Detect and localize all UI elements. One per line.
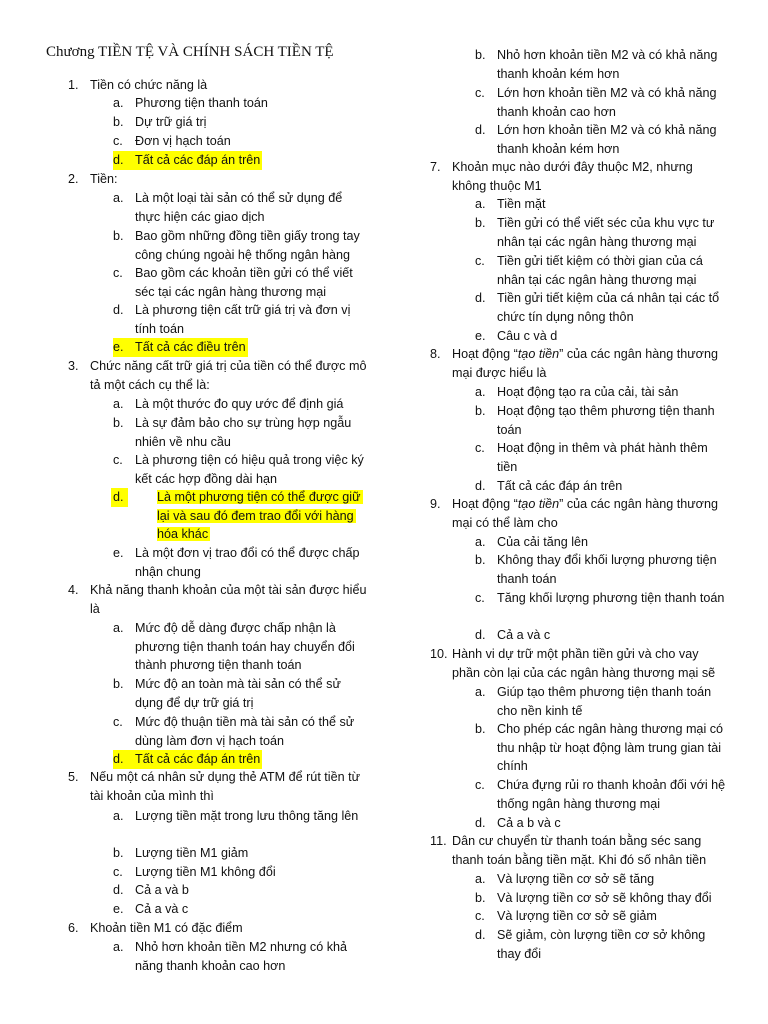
option-text: Tăng khối lượng phương tiện thanh toán [497,591,725,605]
option-text: Của cải tăng lên [497,535,589,549]
option-text: Đơn vị hạch toán [135,134,231,148]
option-text: Tiền mặt [497,197,546,211]
option-label: a. [475,535,486,549]
question-number: 9. [430,497,441,511]
option-text: Phương tiện thanh toán [135,96,268,110]
question-8 [430,345,730,382]
option-2a [113,189,368,226]
option-4a [113,619,368,675]
option-text: Là một thước đo quy ước để định giá [135,397,344,411]
question-number: 6. [68,921,79,935]
option-9c [475,589,730,608]
option-2d [113,301,368,338]
option-label: c. [475,441,485,455]
option-label: a. [113,809,124,823]
question-number: 11. [430,834,447,848]
option-label: c. [475,591,485,605]
question-number: 8. [430,347,441,361]
option-7c [475,252,730,289]
question-text: Dân cư chuyển từ thanh toán bằng séc sang thanh toán bằng tiền mặt. Khi đó số nhân tiền [452,834,707,867]
question-1 [68,76,368,95]
option-7d [475,289,730,326]
question-text: Nếu một cá nhân sử dụng thẻ ATM để rút tiền từ tài khoản của mình thì [90,770,361,803]
option-label: d. [475,628,486,642]
option-label: c. [475,778,485,792]
option-text: Nhỏ hơn khoản tiền M2 nhưng có khả năng thanh khoản cao hơn [135,940,348,973]
question-2 [68,170,368,189]
option-text: Và lượng tiền cơ sở sẽ không thay đổi [497,891,712,905]
option-text: Tất cả các đáp án trên [497,479,623,493]
option-label: b. [475,404,486,418]
question-number: 10. [430,647,448,661]
option-7b [475,214,730,251]
question-text: Hành vi dự trữ một phần tiền gửi và cho vay phần còn lại của các ngân hàng thương mại sẽ [452,647,716,680]
option-text: Là một đơn vị trao đổi có thể được chấp nhận chung [135,546,360,579]
option-6d [475,121,730,158]
option-label: b. [113,416,124,430]
option-label: d. [475,479,486,493]
option-text: Chứa đựng rủi ro thanh khoản đối với hệ thống ngân hàng thương mại [497,778,726,811]
option-text: Và lượng tiền cơ sở sẽ giảm [497,909,657,923]
option-6c [475,84,730,121]
option-text: Sẽ giảm, còn lượng tiền cơ sở không thay đổi [497,928,706,961]
option-text: Hoạt động in thêm và phát hành thêm tiền [497,441,708,474]
option-text: Hoạt động tạo ra của cải, tài sản [497,385,679,399]
option-label: b. [113,846,124,860]
option-text: Nhỏ hơn khoản tiền M2 và có khả năng thanh khoản kém hơn [497,48,718,81]
option-text: Giúp tạo thêm phương tiện thanh toán cho nền kinh tế [497,685,712,718]
option-text: Là phương tiện cất trữ giá trị và đơn vị tính toán [135,303,351,336]
option-7a [475,195,730,214]
option-text: Mức độ dễ dàng được chấp nhận là phương tiện thanh toán hay chuyển đổi thành phương tiện thanh toán [135,621,355,673]
question-number: 2. [68,172,79,186]
option-label: a. [113,397,124,411]
option-label: b. [113,677,124,691]
question-number: 1. [68,78,79,92]
option-6a [113,938,368,975]
option-label: a. [113,191,124,205]
highlighted-answer [113,750,262,769]
question-number: 4. [68,583,79,597]
option-text: Câu c và d [497,329,558,343]
question-text: Khoản mục nào dưới đây thuộc M2, nhưng không thuộc M1 [452,160,693,193]
option-10d [475,814,730,833]
option-8a [475,383,730,402]
question-7 [430,158,730,195]
option-label: b. [113,115,124,129]
option-label: a. [475,685,486,699]
option-text: Cho phép các ngân hàng thương mại có thu nhập từ hoạt động làm trung gian tài chính [497,722,724,774]
option-text: Hoạt động tạo thêm phương tiện thanh toán [497,404,715,437]
option-label: b. [475,891,486,905]
option-text: Mức độ thuận tiền mà tài sản có thể sử dùng làm đơn vị hạch toán [135,715,355,748]
question-9 [430,495,730,532]
option-text: Tiền gửi có thể viết séc của khu vực tư nhân tại các ngân hàng thương mại [497,216,715,249]
option-label: d. [475,123,486,137]
option-label: d. [113,153,124,167]
option-5c [113,863,368,882]
option-10b [475,720,730,776]
option-label: c. [113,134,123,148]
option-text: Tiền gửi tiết kiệm có thời gian của cá nhân tại các ngân hàng thương mại [497,254,703,287]
highlighted-answer [113,338,248,357]
option-text: Lớn hơn khoản tiền M2 và có khả năng thanh khoản kém hơn [497,123,717,156]
option-label: b. [475,216,486,230]
option-label: b. [475,553,486,567]
option-2b [113,227,368,264]
option-10c [475,776,730,813]
option-label: d. [475,928,486,942]
option-9a [475,533,730,552]
option-4b [113,675,368,712]
option-label: e. [113,546,124,560]
question-text: Khả năng thanh khoản của một tài sản được hiểu là [90,583,367,616]
option-label: d. [113,752,124,766]
option-text: Dự trữ giá trị [135,115,207,129]
option-2c [113,264,368,301]
option-6b [475,46,730,83]
option-text: Tất cả các đáp án trên [135,752,261,766]
question-text: Khoản tiền M1 có đặc điểm [90,921,243,935]
option-1a [113,94,363,113]
option-5e [113,900,368,919]
option-11d [475,926,730,963]
option-label: a. [475,872,486,886]
option-11b [475,889,730,908]
question-number: 7. [430,160,441,174]
question-5 [68,768,368,805]
option-label: d. [113,303,124,317]
question-number: 3. [68,359,79,373]
option-1c [113,132,363,151]
question-text: Hoạt động “ [452,497,518,511]
option-3b [113,414,368,451]
option-text: Bao gồm các khoản tiền gửi có thể viết séc tại các ngân hàng thương mại [135,266,353,299]
option-4c [113,713,368,750]
highlighted-answer [113,151,262,170]
option-label: c. [113,715,123,729]
option-text: Mức độ an toàn mà tài sản có thể sử dụng để dự trữ giá trị [135,677,341,710]
option-text: Bao gồm những đồng tiền giấy trong tay công chúng ngoài hệ thống ngân hàng [135,229,360,262]
option-text: Tất cả các đáp án trên [135,153,261,167]
question-3 [68,357,368,394]
option-text: Cả a và b [135,883,189,897]
option-label: d. [113,883,124,897]
option-text: Lượng tiền mặt trong lưu thông tăng lên [135,809,359,823]
question-11 [430,832,730,869]
highlighted-answer: Là một phương tiện có thể được giữ lại và sau đó đem trao đổi với hàng hóa khác [157,490,361,542]
option-3c [113,451,368,488]
option-label: a. [113,96,124,110]
option-text: Lớn hơn khoản tiền M2 và có khả năng thanh khoản cao hơn [497,86,717,119]
question-text: Chức năng cất trữ giá trị của tiền có thể được mô tả một cách cụ thể là: [90,359,367,392]
question-text: Tiền có chức năng là [90,78,208,92]
option-label: c. [113,453,123,467]
option-text: Cả a và c [497,628,551,642]
option-label: d. [475,291,486,305]
option-9d [475,626,730,645]
option-label: b. [475,48,486,62]
option-label: c. [475,254,485,268]
option-text: Tất cả các điều trên [135,340,246,354]
option-label: c. [113,266,123,280]
option-text: Lượng tiền M1 không đổi [135,865,276,879]
option-label: e. [475,329,486,343]
question-text: Hoạt động “ [452,347,518,361]
option-text: Không thay đổi khối lượng phương tiện thanh toán [497,553,717,586]
option-5a [113,807,368,826]
option-7e [475,327,730,346]
option-text: Lượng tiền M1 giảm [135,846,249,860]
option-label: d. [111,488,128,507]
question-text: Tiền: [90,172,118,186]
option-2e [113,338,368,357]
option-label: c. [475,909,485,923]
question-text-emphasis: tạo tiền [517,497,560,511]
option-label: b. [475,722,486,736]
option-label: a. [475,197,486,211]
option-label: a. [475,385,486,399]
page-title: Chương TIỀN TỆ VÀ CHÍNH SÁCH TIỀN TỆ [46,44,334,60]
option-11a [475,870,730,889]
option-label: a. [113,621,124,635]
question-text: ” của các ngân hàng thương mại được hiểu là [452,347,718,380]
option-label: e. [113,340,124,354]
option-1d [113,151,363,170]
option-11c [475,907,730,926]
option-3e [113,544,368,581]
option-5d [113,881,368,900]
option-10a [475,683,730,720]
option-4d [113,750,368,769]
option-text: Là phương tiện có hiệu quả trong việc ký kết các hợp đồng dài hạn [135,453,364,486]
question-number: 5. [68,770,79,784]
question-4 [68,581,368,618]
option-text: Cả a b và c [497,816,561,830]
option-text: Và lượng tiền cơ sở sẽ tăng [497,872,655,886]
option-label: d. [475,816,486,830]
question-text: ” của các ngân hàng thương mại có thể làm cho [452,497,718,530]
option-label: c. [475,86,485,100]
option-text: Là sự đảm bảo cho sự trùng hợp ngẫu nhiên về nhu cầu [135,416,352,449]
option-8d [475,477,730,496]
option-text: Là một loại tài sản có thể sử dụng để thực hiện các giao dịch [135,191,343,224]
option-3d [113,488,368,544]
option-3a [113,395,368,414]
question-text-emphasis: tạo tiền [517,347,560,361]
option-1b [113,113,363,132]
option-text: Tiền gửi tiết kiệm của cá nhân tại các tổ chức tín dụng nông thôn [497,291,720,324]
option-9b [475,551,730,588]
option-5b [113,844,368,863]
option-8c [475,439,730,476]
option-label: e. [113,902,124,916]
option-label: a. [113,940,124,954]
option-label: b. [113,229,124,243]
question-6 [68,919,368,938]
option-text: Cả a và c [135,902,189,916]
option-8b [475,402,730,439]
question-10 [430,645,730,682]
option-label: c. [113,865,123,879]
